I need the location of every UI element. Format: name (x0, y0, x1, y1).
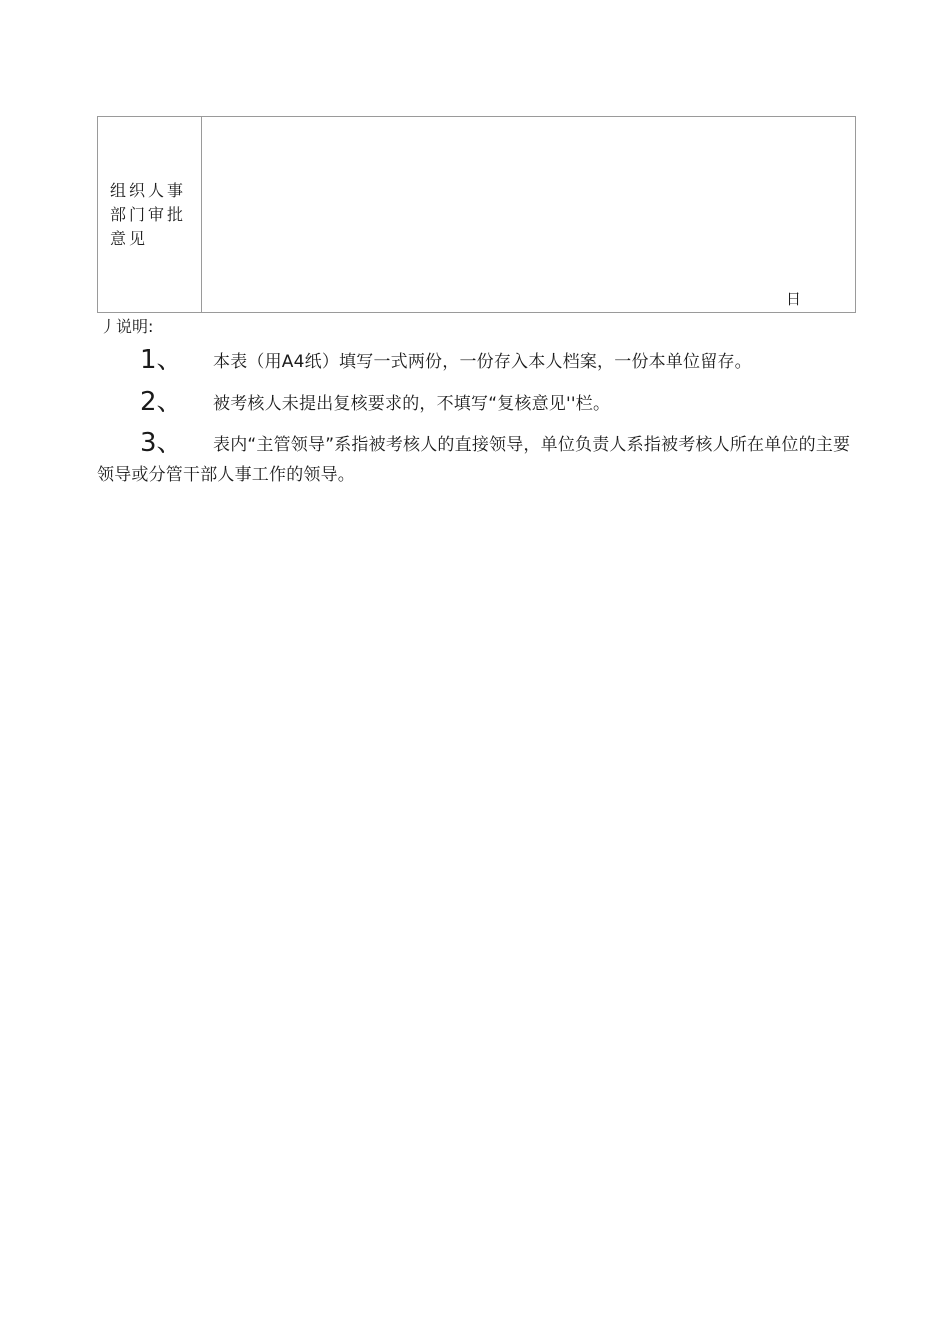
approval-table (97, 116, 856, 313)
approval-opinion-cell[interactable] (202, 117, 855, 312)
note-item (97, 430, 852, 490)
note-text: 本表（用A4纸）填写一式两份，一份存入本人档案，一份本单位留存。 (213, 352, 752, 372)
date-day-label: 日 (785, 290, 801, 308)
note-text: 表内“主管领导”系指被考核人的直接领导，单位负责人系指被考核人所在单位的主要领导或分管干部人事工作的领导。 (97, 435, 851, 485)
note-number: 2、 (140, 387, 183, 417)
notes-heading: 丿说明: (100, 317, 154, 336)
note-item (97, 389, 852, 419)
note-number: 3、 (140, 428, 183, 458)
note-number: 1、 (140, 345, 183, 375)
note-item (97, 347, 852, 377)
approval-row-label: 组织人事部门审批意见 (110, 181, 187, 248)
approval-label-cell (98, 117, 202, 312)
note-text: 被考核人未提出复核要求的，不填写“复核意见''栏。 (213, 394, 611, 414)
